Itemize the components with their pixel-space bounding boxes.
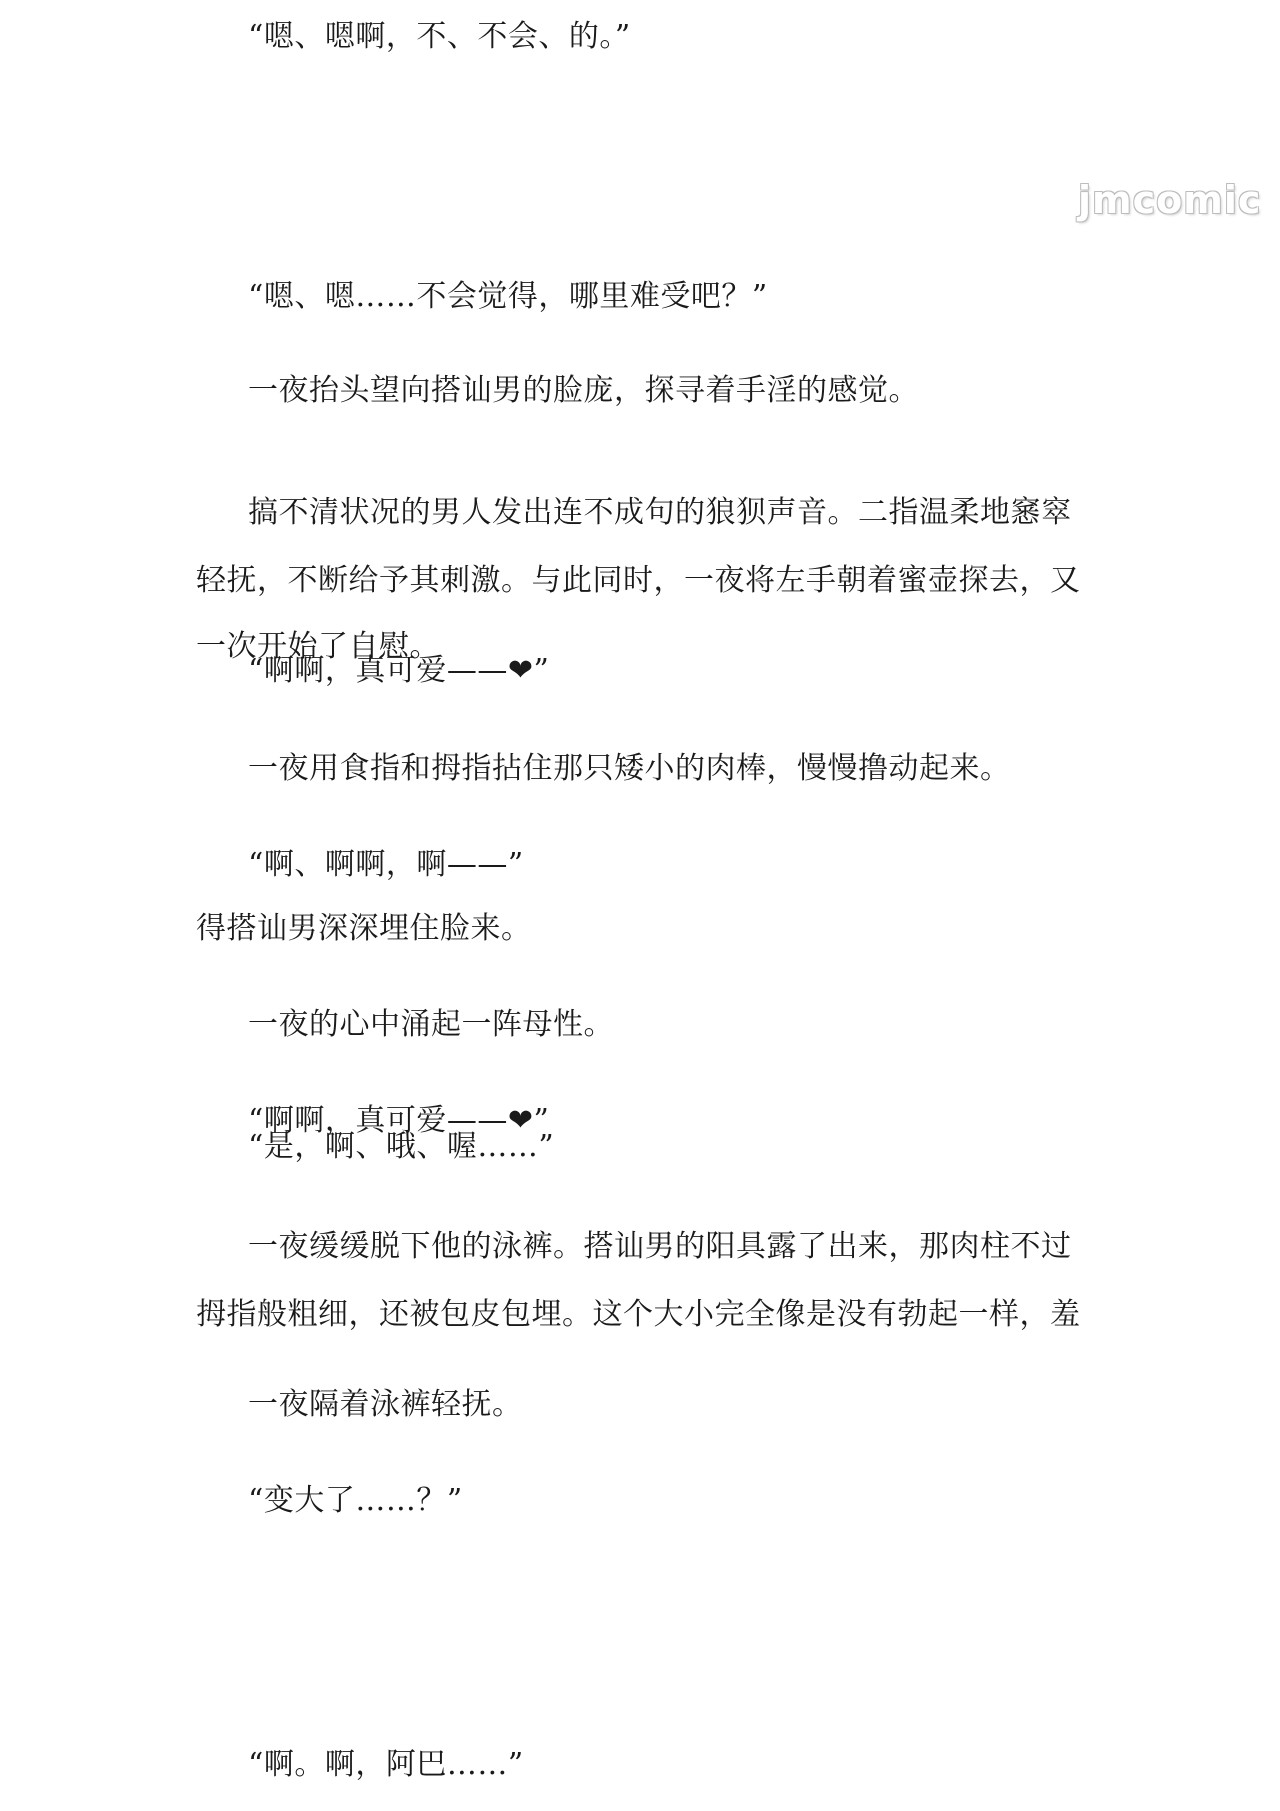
text-line-3: 一夜抬头望向搭讪男的脸庞，探寻着手淫的感觉。 bbox=[248, 373, 919, 408]
text-line-10: 得搭讪男深深埋住脸来。 bbox=[196, 911, 532, 946]
text-line-14: 一夜缓缓脱下他的泳裤。搭讪男的阳具露了出来，那肉柱不过 bbox=[248, 1229, 1072, 1264]
text-line-18: “啊。啊，阿巴……” bbox=[248, 1747, 524, 1782]
text-line-5: 轻抚，不断给予其刺激。与此同时，一夜将左手朝着蜜壶探去，又 bbox=[196, 563, 1081, 598]
text-line-12-clipped: “啊啊，真可爱——❤” bbox=[248, 1103, 550, 1138]
text-line-13: “是，啊、哦、喔……” bbox=[248, 1129, 555, 1164]
text-line-11: 一夜的心中涌起一阵母性。 bbox=[248, 1007, 614, 1042]
text-line-1: “嗯、嗯啊，不、不会、的。” bbox=[248, 19, 631, 54]
text-line-2: “嗯、嗯……不会觉得，哪里难受吧？” bbox=[248, 279, 768, 314]
watermark-logo: jmcomic bbox=[1078, 178, 1262, 222]
text-line-7-clipped bbox=[248, 653, 550, 688]
text-line-17: “变大了……？” bbox=[248, 1483, 463, 1518]
text-line-16: 一夜隔着泳裤轻抚。 bbox=[248, 1387, 523, 1422]
text-line-9: “啊、啊啊，啊——” bbox=[248, 847, 524, 882]
text-line-4: 搞不清状况的男人发出连不成句的狼狈声音。二指温柔地窸窣 bbox=[248, 495, 1072, 530]
clipped-text: “啊啊，真可爱——❤” bbox=[248, 653, 550, 688]
text-line-15: 拇指般粗细，还被包皮包埋。这个大小完全像是没有勃起一样，羞 bbox=[196, 1297, 1081, 1332]
text-line-8: 一夜用食指和拇指拈住那只矮小的肉棒，慢慢撸动起来。 bbox=[248, 751, 1011, 786]
text-line-6: 一次开始了自慰。 bbox=[196, 629, 440, 664]
